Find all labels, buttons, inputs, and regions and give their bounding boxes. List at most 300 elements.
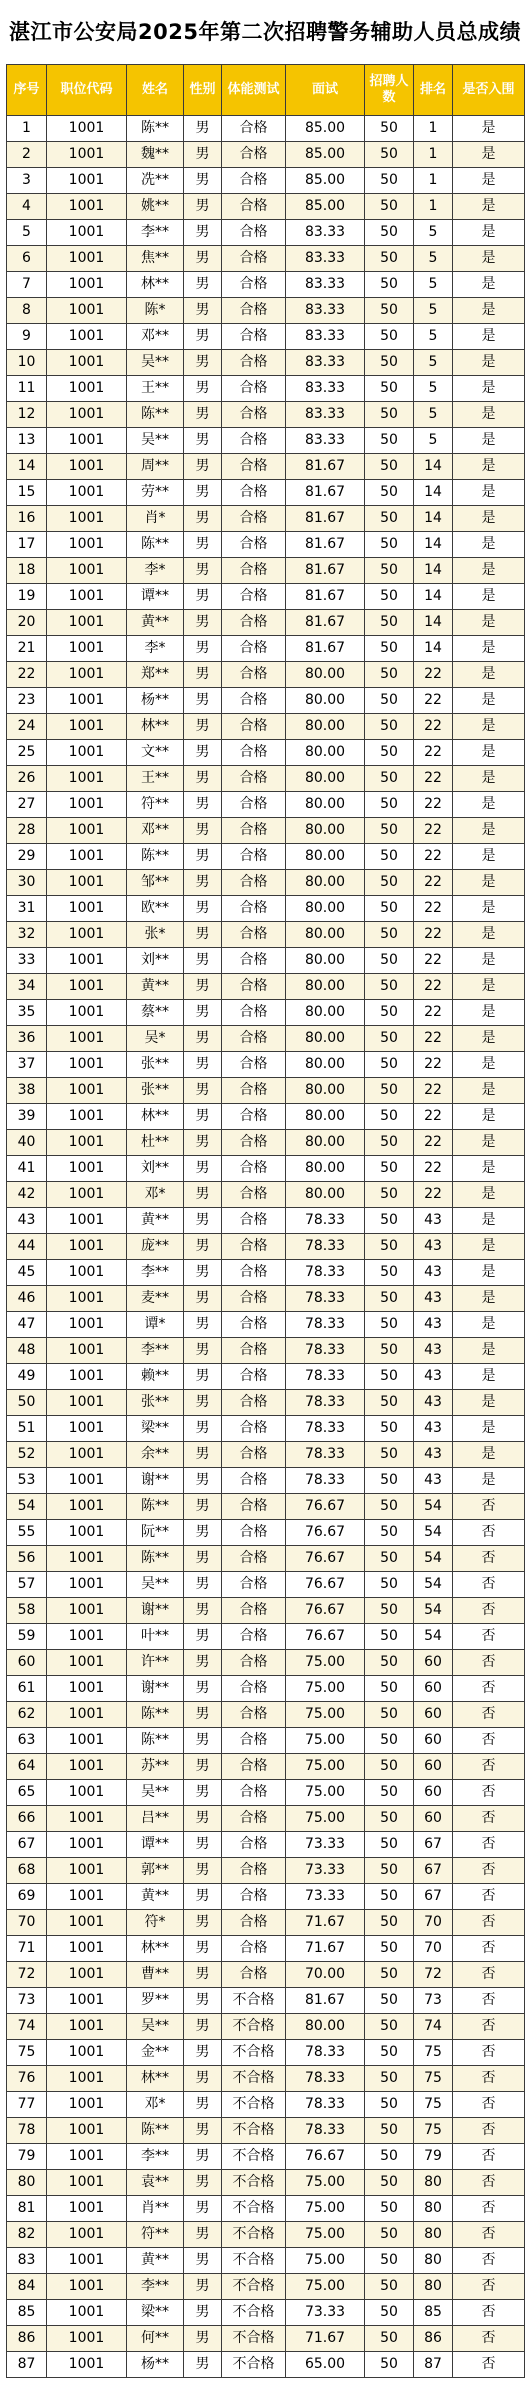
cell-fitness-test: 合格: [222, 766, 286, 792]
cell-name: 符**: [127, 792, 184, 818]
cell-fitness-test: 合格: [222, 1286, 286, 1312]
cell-index: 41: [7, 1156, 47, 1182]
cell-position-code: 1001: [47, 1884, 127, 1910]
cell-index: 55: [7, 1520, 47, 1546]
cell-position-code: 1001: [47, 740, 127, 766]
cell-fitness-test: 合格: [222, 1884, 286, 1910]
cell-interview: 80.00: [286, 662, 365, 688]
cell-shortlisted: 是: [453, 1052, 525, 1078]
cell-fitness-test: 合格: [222, 1936, 286, 1962]
cell-fitness-test: 合格: [222, 1598, 286, 1624]
cell-position-code: 1001: [47, 1104, 127, 1130]
cell-index: 48: [7, 1338, 47, 1364]
cell-position-code: 1001: [47, 1442, 127, 1468]
cell-position-code: 1001: [47, 376, 127, 402]
cell-gender: 男: [184, 1234, 222, 1260]
cell-shortlisted: 是: [453, 558, 525, 584]
cell-rank: 5: [414, 220, 453, 246]
cell-interview: 75.00: [286, 2248, 365, 2274]
cell-interview: 81.67: [286, 584, 365, 610]
cell-position-code: 1001: [47, 1728, 127, 1754]
cell-quota: 50: [365, 1962, 414, 1988]
cell-quota: 50: [365, 662, 414, 688]
cell-shortlisted: 是: [453, 350, 525, 376]
cell-position-code: 1001: [47, 2196, 127, 2222]
cell-name: 肖**: [127, 2196, 184, 2222]
cell-fitness-test: 合格: [222, 194, 286, 220]
table-row: [7, 922, 525, 948]
cell-position-code: 1001: [47, 1832, 127, 1858]
cell-position-code: 1001: [47, 168, 127, 194]
cell-interview: 83.33: [286, 350, 365, 376]
cell-quota: 50: [365, 2092, 414, 2118]
cell-fitness-test: 合格: [222, 1702, 286, 1728]
cell-rank: 70: [414, 1910, 453, 1936]
cell-interview: 80.00: [286, 766, 365, 792]
cell-index: 10: [7, 350, 47, 376]
cell-fitness-test: 合格: [222, 1416, 286, 1442]
cell-index: 15: [7, 480, 47, 506]
cell-interview: 76.67: [286, 1494, 365, 1520]
cell-name: 赖**: [127, 1364, 184, 1390]
cell-gender: 男: [184, 740, 222, 766]
cell-fitness-test: 合格: [222, 1520, 286, 1546]
cell-fitness-test: 合格: [222, 220, 286, 246]
cell-name: 李*: [127, 636, 184, 662]
cell-gender: 男: [184, 662, 222, 688]
cell-shortlisted: 否: [453, 2196, 525, 2222]
cell-rank: 22: [414, 1026, 453, 1052]
cell-gender: 男: [184, 1598, 222, 1624]
cell-interview: 78.33: [286, 2040, 365, 2066]
cell-interview: 75.00: [286, 2170, 365, 2196]
cell-rank: 67: [414, 1832, 453, 1858]
cell-position-code: 1001: [47, 1182, 127, 1208]
cell-index: 25: [7, 740, 47, 766]
cell-rank: 22: [414, 922, 453, 948]
cell-interview: 83.33: [286, 246, 365, 272]
cell-quota: 50: [365, 2222, 414, 2248]
cell-index: 68: [7, 1858, 47, 1884]
cell-gender: 男: [184, 1728, 222, 1754]
table-row: [7, 688, 525, 714]
cell-interview: 83.33: [286, 324, 365, 350]
cell-shortlisted: 是: [453, 1416, 525, 1442]
table-row: [7, 2352, 525, 2378]
cell-rank: 54: [414, 1494, 453, 1520]
cell-interview: 76.67: [286, 1572, 365, 1598]
cell-interview: 80.00: [286, 1000, 365, 1026]
cell-quota: 50: [365, 1520, 414, 1546]
cell-rank: 5: [414, 376, 453, 402]
table-row: [7, 1416, 525, 1442]
cell-shortlisted: 是: [453, 1338, 525, 1364]
cell-interview: 78.33: [286, 1364, 365, 1390]
cell-fitness-test: 合格: [222, 662, 286, 688]
cell-name: 王**: [127, 376, 184, 402]
table-row: [7, 350, 525, 376]
cell-shortlisted: 是: [453, 506, 525, 532]
table-row: [7, 1338, 525, 1364]
cell-gender: 男: [184, 1624, 222, 1650]
cell-rank: 22: [414, 870, 453, 896]
cell-name: 林**: [127, 714, 184, 740]
results-table: [6, 64, 525, 2378]
cell-index: 7: [7, 272, 47, 298]
cell-shortlisted: 否: [453, 2352, 525, 2378]
cell-shortlisted: 是: [453, 480, 525, 506]
cell-gender: 男: [184, 1988, 222, 2014]
cell-fitness-test: 合格: [222, 1676, 286, 1702]
cell-name: 冼**: [127, 168, 184, 194]
cell-quota: 50: [365, 1936, 414, 1962]
cell-position-code: 1001: [47, 896, 127, 922]
cell-rank: 54: [414, 1624, 453, 1650]
cell-name: 陈*: [127, 298, 184, 324]
cell-quota: 50: [365, 2300, 414, 2326]
cell-quota: 50: [365, 1650, 414, 1676]
cell-fitness-test: 不合格: [222, 2092, 286, 2118]
cell-quota: 50: [365, 714, 414, 740]
cell-shortlisted: 是: [453, 818, 525, 844]
cell-shortlisted: 是: [453, 1364, 525, 1390]
cell-gender: 男: [184, 116, 222, 142]
table-row: [7, 1520, 525, 1546]
cell-position-code: 1001: [47, 506, 127, 532]
cell-fitness-test: 合格: [222, 1728, 286, 1754]
cell-fitness-test: 合格: [222, 1546, 286, 1572]
cell-gender: 男: [184, 2040, 222, 2066]
table-row: [7, 2300, 525, 2326]
cell-quota: 50: [365, 1156, 414, 1182]
cell-position-code: 1001: [47, 454, 127, 480]
page-title: 湛江市公安局2025年第二次招聘警务辅助人员总成绩: [9, 20, 521, 44]
cell-name: 林**: [127, 2066, 184, 2092]
cell-name: 刘**: [127, 1156, 184, 1182]
table-row: [7, 1598, 525, 1624]
cell-index: 22: [7, 662, 47, 688]
cell-gender: 男: [184, 1468, 222, 1494]
cell-index: 62: [7, 1702, 47, 1728]
cell-quota: 50: [365, 454, 414, 480]
cell-rank: 5: [414, 272, 453, 298]
cell-quota: 50: [365, 558, 414, 584]
cell-shortlisted: 否: [453, 1858, 525, 1884]
cell-quota: 50: [365, 1702, 414, 1728]
cell-rank: 60: [414, 1676, 453, 1702]
cell-quota: 50: [365, 922, 414, 948]
cell-rank: 60: [414, 1780, 453, 1806]
cell-quota: 50: [365, 740, 414, 766]
cell-name: 叶**: [127, 1624, 184, 1650]
cell-name: 吴*: [127, 1026, 184, 1052]
cell-interview: 75.00: [286, 2196, 365, 2222]
cell-gender: 男: [184, 2014, 222, 2040]
cell-position-code: 1001: [47, 1754, 127, 1780]
cell-quota: 50: [365, 1910, 414, 1936]
cell-shortlisted: 是: [453, 766, 525, 792]
cell-shortlisted: 是: [453, 1208, 525, 1234]
cell-shortlisted: 否: [453, 1780, 525, 1806]
cell-gender: 男: [184, 1806, 222, 1832]
cell-fitness-test: 不合格: [222, 2144, 286, 2170]
cell-fitness-test: 合格: [222, 1234, 286, 1260]
cell-shortlisted: 是: [453, 844, 525, 870]
cell-fitness-test: 合格: [222, 324, 286, 350]
cell-gender: 男: [184, 1286, 222, 1312]
cell-gender: 男: [184, 1260, 222, 1286]
table-row: [7, 2274, 525, 2300]
cell-gender: 男: [184, 948, 222, 974]
cell-interview: 78.33: [286, 1442, 365, 1468]
cell-position-code: 1001: [47, 116, 127, 142]
cell-interview: 80.00: [286, 1078, 365, 1104]
cell-interview: 80.00: [286, 1104, 365, 1130]
table-row: [7, 2222, 525, 2248]
table-row: [7, 2144, 525, 2170]
cell-shortlisted: 是: [453, 246, 525, 272]
cell-shortlisted: 否: [453, 1494, 525, 1520]
cell-position-code: 1001: [47, 844, 127, 870]
cell-shortlisted: 是: [453, 896, 525, 922]
cell-gender: 男: [184, 1702, 222, 1728]
cell-gender: 男: [184, 1910, 222, 1936]
cell-rank: 14: [414, 584, 453, 610]
cell-index: 56: [7, 1546, 47, 1572]
cell-shortlisted: 是: [453, 376, 525, 402]
cell-interview: 81.67: [286, 610, 365, 636]
cell-position-code: 1001: [47, 2352, 127, 2378]
cell-name: 劳**: [127, 480, 184, 506]
cell-index: 2: [7, 142, 47, 168]
cell-name: 陈**: [127, 1546, 184, 1572]
cell-shortlisted: 是: [453, 1286, 525, 1312]
cell-shortlisted: 是: [453, 142, 525, 168]
header-cell-fitness-test: 体能测试: [222, 65, 286, 116]
cell-position-code: 1001: [47, 2014, 127, 2040]
header-cell-interview: 面试: [286, 65, 365, 116]
cell-rank: 22: [414, 662, 453, 688]
cell-index: 36: [7, 1026, 47, 1052]
cell-shortlisted: 是: [453, 922, 525, 948]
cell-gender: 男: [184, 1208, 222, 1234]
cell-index: 38: [7, 1078, 47, 1104]
cell-position-code: 1001: [47, 1988, 127, 2014]
cell-shortlisted: 是: [453, 402, 525, 428]
cell-name: 黄**: [127, 974, 184, 1000]
table-row: [7, 558, 525, 584]
cell-rank: 80: [414, 2196, 453, 2222]
cell-name: 曹**: [127, 1962, 184, 1988]
cell-index: 70: [7, 1910, 47, 1936]
cell-quota: 50: [365, 870, 414, 896]
cell-position-code: 1001: [47, 1936, 127, 1962]
table-header: [7, 65, 525, 116]
cell-gender: 男: [184, 1520, 222, 1546]
cell-rank: 86: [414, 2326, 453, 2352]
cell-rank: 80: [414, 2222, 453, 2248]
cell-index: 60: [7, 1650, 47, 1676]
cell-gender: 男: [184, 402, 222, 428]
cell-gender: 男: [184, 1312, 222, 1338]
cell-shortlisted: 是: [453, 688, 525, 714]
table-row: [7, 1988, 525, 2014]
cell-gender: 男: [184, 1884, 222, 1910]
cell-interview: 81.67: [286, 532, 365, 558]
cell-name: 陈**: [127, 1728, 184, 1754]
cell-index: 34: [7, 974, 47, 1000]
cell-index: 27: [7, 792, 47, 818]
cell-name: 袁**: [127, 2170, 184, 2196]
cell-quota: 50: [365, 1546, 414, 1572]
cell-fitness-test: 合格: [222, 922, 286, 948]
header-cell-name: 姓名: [127, 65, 184, 116]
cell-rank: 22: [414, 974, 453, 1000]
cell-position-code: 1001: [47, 948, 127, 974]
cell-interview: 75.00: [286, 1780, 365, 1806]
cell-gender: 男: [184, 168, 222, 194]
cell-quota: 50: [365, 428, 414, 454]
cell-interview: 71.67: [286, 2326, 365, 2352]
cell-name: 李**: [127, 2274, 184, 2300]
cell-rank: 75: [414, 2118, 453, 2144]
cell-rank: 14: [414, 532, 453, 558]
cell-index: 9: [7, 324, 47, 350]
cell-gender: 男: [184, 2300, 222, 2326]
cell-shortlisted: 否: [453, 2326, 525, 2352]
table-row: [7, 1312, 525, 1338]
cell-interview: 80.00: [286, 792, 365, 818]
cell-rank: 43: [414, 1416, 453, 1442]
cell-fitness-test: 合格: [222, 1052, 286, 1078]
cell-shortlisted: 否: [453, 1910, 525, 1936]
cell-index: 79: [7, 2144, 47, 2170]
cell-index: 52: [7, 1442, 47, 1468]
cell-index: 28: [7, 818, 47, 844]
cell-fitness-test: 合格: [222, 246, 286, 272]
cell-quota: 50: [365, 766, 414, 792]
cell-fitness-test: 不合格: [222, 2196, 286, 2222]
cell-interview: 75.00: [286, 1728, 365, 1754]
table-row: [7, 1234, 525, 1260]
cell-position-code: 1001: [47, 1780, 127, 1806]
cell-interview: 83.33: [286, 272, 365, 298]
cell-gender: 男: [184, 1546, 222, 1572]
cell-shortlisted: 否: [453, 1650, 525, 1676]
cell-gender: 男: [184, 1650, 222, 1676]
cell-shortlisted: 否: [453, 2300, 525, 2326]
cell-name: 邹**: [127, 870, 184, 896]
cell-rank: 67: [414, 1884, 453, 1910]
cell-rank: 5: [414, 428, 453, 454]
cell-position-code: 1001: [47, 324, 127, 350]
cell-quota: 50: [365, 1780, 414, 1806]
cell-gender: 男: [184, 1182, 222, 1208]
cell-position-code: 1001: [47, 636, 127, 662]
cell-position-code: 1001: [47, 1650, 127, 1676]
cell-position-code: 1001: [47, 1806, 127, 1832]
cell-fitness-test: 不合格: [222, 2300, 286, 2326]
cell-fitness-test: 合格: [222, 896, 286, 922]
cell-interview: 81.67: [286, 506, 365, 532]
cell-index: 75: [7, 2040, 47, 2066]
cell-shortlisted: 是: [453, 194, 525, 220]
table-row: [7, 1624, 525, 1650]
table-row: [7, 2196, 525, 2222]
cell-position-code: 1001: [47, 402, 127, 428]
cell-interview: 78.33: [286, 1260, 365, 1286]
cell-rank: 22: [414, 818, 453, 844]
cell-interview: 81.67: [286, 558, 365, 584]
cell-name: 杨**: [127, 688, 184, 714]
cell-quota: 50: [365, 1858, 414, 1884]
cell-quota: 50: [365, 1676, 414, 1702]
cell-gender: 男: [184, 1390, 222, 1416]
cell-position-code: 1001: [47, 1858, 127, 1884]
cell-fitness-test: 合格: [222, 1364, 286, 1390]
cell-rank: 22: [414, 1052, 453, 1078]
cell-interview: 83.33: [286, 428, 365, 454]
cell-quota: 50: [365, 636, 414, 662]
cell-index: 39: [7, 1104, 47, 1130]
cell-index: 82: [7, 2222, 47, 2248]
table-row: [7, 1832, 525, 1858]
cell-interview: 80.00: [286, 688, 365, 714]
cell-name: 焦**: [127, 246, 184, 272]
cell-shortlisted: 是: [453, 168, 525, 194]
cell-shortlisted: 否: [453, 1988, 525, 2014]
cell-name: 梁**: [127, 2300, 184, 2326]
cell-fitness-test: 合格: [222, 818, 286, 844]
cell-position-code: 1001: [47, 2092, 127, 2118]
table-row: [7, 1364, 525, 1390]
cell-gender: 男: [184, 2196, 222, 2222]
cell-fitness-test: 合格: [222, 584, 286, 610]
cell-gender: 男: [184, 1962, 222, 1988]
cell-index: 17: [7, 532, 47, 558]
cell-interview: 76.67: [286, 1520, 365, 1546]
cell-shortlisted: 是: [453, 1000, 525, 1026]
cell-rank: 14: [414, 480, 453, 506]
cell-index: 66: [7, 1806, 47, 1832]
cell-gender: 男: [184, 558, 222, 584]
cell-position-code: 1001: [47, 1026, 127, 1052]
cell-gender: 男: [184, 272, 222, 298]
cell-name: 麦**: [127, 1286, 184, 1312]
cell-rank: 75: [414, 2066, 453, 2092]
cell-position-code: 1001: [47, 1078, 127, 1104]
cell-index: 50: [7, 1390, 47, 1416]
cell-gender: 男: [184, 376, 222, 402]
cell-fitness-test: 合格: [222, 714, 286, 740]
cell-position-code: 1001: [47, 610, 127, 636]
cell-shortlisted: 是: [453, 532, 525, 558]
cell-position-code: 1001: [47, 1494, 127, 1520]
cell-fitness-test: 合格: [222, 1468, 286, 1494]
cell-fitness-test: 合格: [222, 1260, 286, 1286]
cell-interview: 80.00: [286, 922, 365, 948]
cell-rank: 1: [414, 142, 453, 168]
table-row: [7, 246, 525, 272]
cell-gender: 男: [184, 1832, 222, 1858]
cell-interview: 75.00: [286, 2274, 365, 2300]
cell-name: 黄**: [127, 610, 184, 636]
cell-quota: 50: [365, 610, 414, 636]
cell-name: 张**: [127, 1078, 184, 1104]
table-row: [7, 1650, 525, 1676]
cell-fitness-test: 不合格: [222, 2066, 286, 2092]
cell-interview: 80.00: [286, 1130, 365, 1156]
